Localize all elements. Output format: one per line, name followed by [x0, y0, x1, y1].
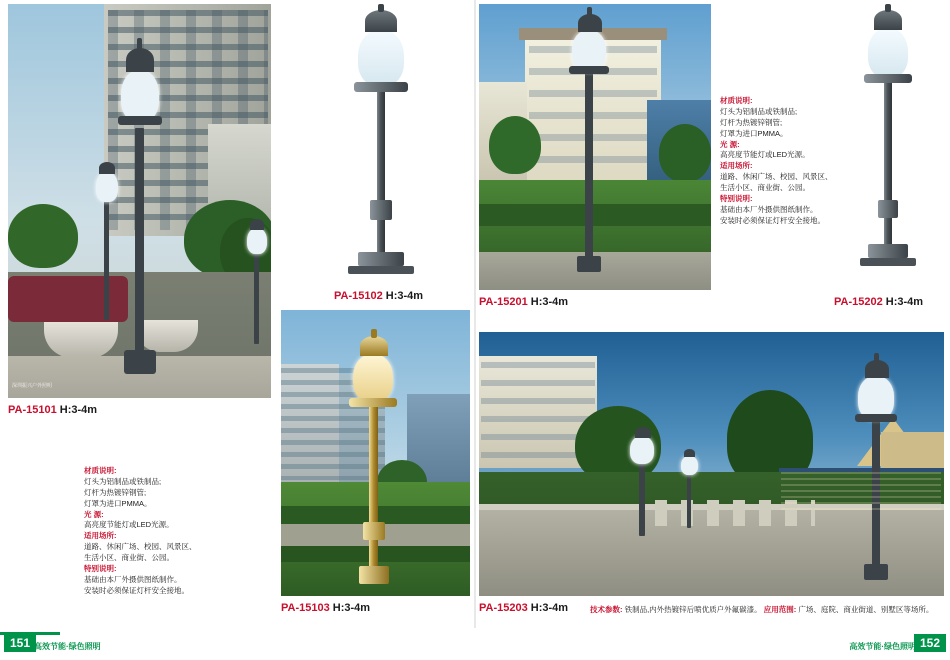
tech-value-2: 广场、庭院、商业街道、别墅区等场所。: [798, 605, 934, 614]
flower-bed: [8, 276, 128, 322]
product-height: H:3-4m: [530, 602, 569, 614]
lamp-pole-pa-15203-far: [687, 472, 691, 528]
product-height: H:3-4m: [530, 296, 569, 308]
spec-note-line: 安装时必须保证灯杆安全接地。: [720, 215, 825, 225]
lamp-base-plate: [860, 258, 916, 266]
page-number-left: 151: [4, 634, 36, 652]
caption-pa-15201: [479, 296, 568, 308]
tech-value-1: 铁制品,内外热镀锌后喷优质户外氟碳漆。: [624, 605, 762, 614]
lamp-crown: [865, 360, 889, 378]
tree-foliage: [659, 124, 711, 182]
spec-scene-line: 生活小区、商业街、公园。: [84, 553, 174, 562]
lamp-glass-pa-15103: [353, 354, 393, 402]
lamp-pole-secondary: [104, 200, 109, 320]
lamp-finial: [378, 4, 384, 12]
hedge-row: [479, 204, 711, 226]
lamp-base-pa-15102: [358, 252, 404, 266]
page-number-right: 152: [914, 634, 946, 652]
product-height: H:3-4m: [385, 290, 424, 302]
lamp-glass-secondary: [96, 172, 118, 202]
lamp-base-pa-15201: [577, 256, 601, 272]
product-height: H:3-4m: [332, 602, 371, 614]
lamp-crown: [250, 219, 264, 230]
product-code: PA-15201: [479, 296, 528, 308]
spec-line: 灯罩为进口PMMA。: [720, 128, 788, 138]
caption-pa-15103: [281, 602, 370, 614]
lamp-skirt: [864, 74, 912, 83]
spec-note-line: 基础由本厂外摄供图纸制作。: [720, 204, 818, 214]
lamp-base-near: [864, 564, 888, 580]
spec-scene-label: 适用场所:: [84, 531, 117, 541]
lamp-crown: [635, 427, 651, 438]
lamp-crown: [99, 162, 115, 174]
lamp-skirt: [354, 82, 408, 92]
lamp-base-pa-15202: [868, 244, 908, 258]
lamp-crown: [365, 10, 397, 32]
lamp-pole-collar: [370, 200, 392, 220]
lamp-finial: [587, 7, 592, 16]
lamp-skirt: [349, 398, 397, 407]
lamp-glass-secondary: [247, 228, 267, 254]
lamp-base: [124, 350, 156, 374]
spec-note-line: 基础由本厂外摄供图纸制作。: [84, 574, 182, 584]
lamp-pole-pa-15103: [369, 396, 378, 574]
lamp-base-pa-15103: [359, 566, 389, 584]
lamp-finial: [371, 329, 377, 338]
lamp-pole-pa-15201: [585, 70, 593, 266]
product-height: H:3-4m: [59, 404, 98, 416]
lamp-crown: [126, 48, 154, 72]
product-photo-pa-15103: [281, 310, 470, 596]
lamp-glass-far: [681, 456, 698, 475]
spec-block-left: [84, 466, 234, 597]
footer-text-left: 高效节能·绿色照明: [34, 642, 101, 651]
spec-source-label: 光 源:: [84, 509, 104, 519]
lamp-pole-pa-15203-mid: [639, 460, 645, 536]
spec-line: 灯杆为热镀锌钢管;: [84, 487, 147, 497]
lamp-glass-mid: [630, 436, 654, 464]
spec-line: 灯杆为热镀锌钢管;: [720, 117, 783, 127]
lamp-pole-pa-15102: [377, 74, 385, 254]
caption-pa-15101: [8, 404, 97, 416]
spec-scene-line: 道路、休闲广场、校园、风景区、: [84, 542, 197, 552]
caption-pa-15202: [834, 296, 923, 308]
tech-label-2: 应用范围:: [763, 605, 797, 614]
product-code: PA-15101: [8, 404, 57, 416]
product-photo-pa-15101: [8, 4, 271, 398]
spec-line: 灯头为铝制品或铁制品;: [720, 106, 798, 116]
spec-scene-line: 生活小区、商业街、公园。: [720, 183, 810, 192]
lamp-crown: [684, 449, 695, 457]
product-code: PA-15103: [281, 602, 330, 614]
spec-source-line: 高亮度节能灯或LED光源。: [84, 520, 174, 530]
product-code: PA-15203: [479, 602, 528, 614]
tree-palm: [489, 116, 541, 174]
water-reflection: [781, 472, 941, 512]
footer-text-right: 高效节能·绿色照明: [849, 642, 916, 651]
spec-note-label: 特别说明:: [84, 563, 117, 573]
lamp-pole-collar: [363, 522, 385, 540]
spec-title: 材质说明:: [720, 96, 753, 105]
tree-foliage: [8, 204, 78, 268]
lamp-glass-pa-15202: [868, 28, 908, 78]
lamp-skirt: [855, 414, 897, 422]
spec-note-label: 特别说明:: [720, 193, 753, 203]
lamp-crown: [578, 14, 602, 32]
product-code: PA-15202: [834, 296, 883, 308]
spec-note-line: 安装时必须保证灯杆安全接地。: [84, 585, 189, 595]
product-photo-pa-15202: [834, 4, 944, 288]
lamp-finial: [137, 38, 142, 50]
product-height: H:3-4m: [885, 296, 924, 308]
building-right-block: [881, 432, 944, 472]
page-spine-divider: [474, 0, 476, 628]
tech-label-1: 技术参数:: [590, 605, 623, 614]
lamp-finial: [885, 4, 891, 12]
lamp-crown: [360, 336, 388, 356]
lamp-glass-pa-15102: [358, 30, 404, 86]
spec-scene-label: 适用场所:: [720, 161, 753, 171]
lamp-skirt: [569, 66, 609, 74]
product-photo-pa-15102: [300, 4, 460, 288]
lamp-crown: [874, 10, 902, 30]
lamp-pole-collar: [878, 200, 898, 218]
tech-parameters-line: [590, 604, 933, 615]
lamp-pole-pa-15202: [884, 70, 892, 246]
spec-source-label: 光 源:: [720, 139, 740, 149]
lamp-pole-secondary: [254, 252, 259, 344]
product-code: PA-15102: [334, 290, 383, 302]
lamp-skirt: [118, 116, 162, 125]
spec-title: 材质说明:: [84, 466, 117, 475]
lamp-finial: [874, 353, 879, 362]
spec-line: 灯罩为进口PMMA。: [84, 498, 152, 508]
photo-watermark: 深圳振兴户外照明: [12, 383, 53, 389]
spec-source-line: 高亮度节能灯或LED光源。: [720, 150, 810, 160]
caption-pa-15203: [479, 602, 568, 614]
lamp-glass-main: [121, 70, 159, 122]
product-photo-pa-15201: [479, 4, 711, 290]
product-photo-pa-15203: [479, 332, 944, 596]
spec-line: 灯头为铝制品或铁制品;: [84, 476, 162, 486]
spec-scene-line: 道路、休闲广场、校园、风景区、: [720, 172, 833, 182]
lamp-base-plate: [348, 266, 414, 274]
lamp-pole-main: [135, 128, 144, 372]
caption-pa-15102: [334, 290, 423, 302]
